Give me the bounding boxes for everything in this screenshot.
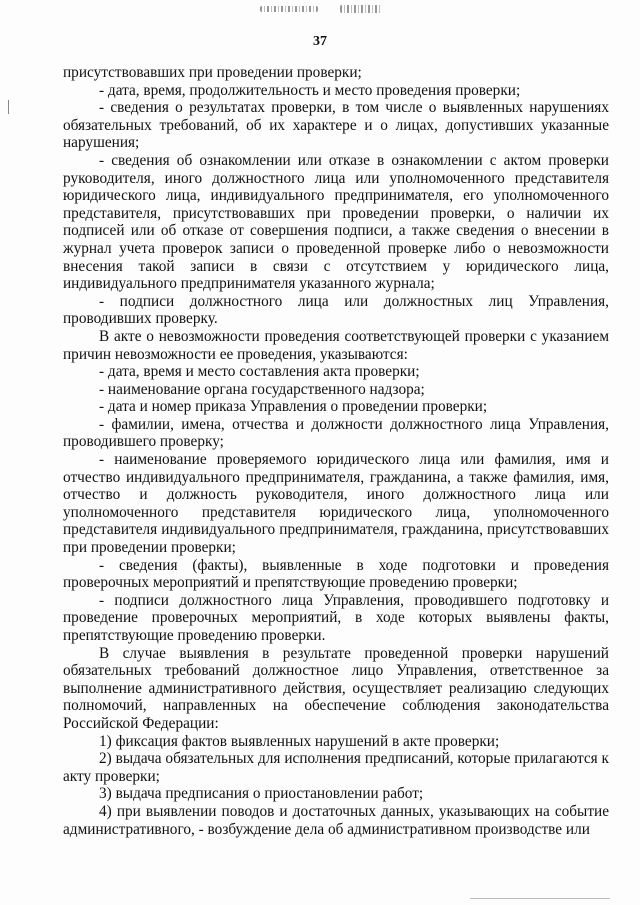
body-text [63, 64, 609, 838]
list-item: - дата, время, продолжительность и место проведения проверки; [99, 81, 521, 99]
list-item: - подписи должностного лица Управления, проводившего подготовку и проведение проверочных мероприятий, в ходе которых выявлены факты, препятствующие проведению проверки. [63, 591, 609, 644]
numbered-item: 4) при выявлении поводов и достаточных данных, указывающих на событие административного, - возбуждение дела об административном производстве или [63, 802, 609, 838]
scan-artifact [470, 898, 610, 899]
list-item: - дата и номер приказа Управления о проведении проверки; [99, 398, 488, 416]
list-item: - наименование органа государственного надзора; [99, 380, 425, 398]
numbered-item: 2) выдача обязательных для исполнения предписаний, которые прилагаются к акту проверки; [63, 750, 609, 785]
list-item: - фамилии, имена, отчества и должности должностного лица Управления, проводившего проверку; [63, 415, 609, 451]
numbered-item: 1) фиксация фактов выявленных нарушений в акте проверки; [99, 732, 500, 750]
paragraph: присутствовавших при проведении проверки; [63, 64, 362, 81]
list-item: - дата, время и место составления акта проверки; [99, 363, 420, 381]
paragraph: В случае выявления в результате проведенной проверки нарушений обязательных требований должностное лицо Управления, ответственное за выполнение административного действия, осуществляет реализацию следующих полномочий, направленных на обеспечение соблюдения законодательства Российской Федерации: [63, 644, 609, 732]
list-item: - сведения о результатах проверки, в том числе о выявленных нарушениях обязательных требований, об их характере и о лицах, допустивших указанные нарушения; [63, 99, 609, 152]
scan-artifact [8, 100, 9, 114]
scan-artifact [340, 5, 382, 13]
list-item: - сведения об ознакомлении или отказе в ознакомлении с актом проверки руководителя, иного должностного лица или уполномоченного представителя юридического лица, индивидуального предпринимателя, его уполномоченного представителя, присутствовавших при проведении проверки, о наличии их подписей или об отказе от совершения подписи, а также сведения о внесении в журнал учета проверок записи о проведенной проверке либо о невозможности внесения такой записи в связи с отсутствием у юридического лица, индивидуального предпринимателя указанного журнала; [63, 151, 609, 293]
scan-artifact [260, 6, 318, 12]
page-number: 37 [313, 34, 327, 49]
paragraph: В акте о невозможности проведения соответствующей проверки с указанием причин невозможности ее проведения, указываются: [63, 327, 609, 363]
list-item: - сведения (факты), выявленные в ходе подготовки и проведения проверочных мероприятий и препятствующие проведению проверки; [63, 556, 609, 592]
list-item: - подписи должностного лица или должностных лиц Управления, проводивших проверку. [63, 292, 609, 328]
list-item: - наименование проверяемого юридического лица или фамилия, имя и отчество индивидуального предпринимателя, гражданина, а также фамилия, имя, отчество и должность руководителя, иного должностного лица или уполномоченного представителя юридического лица, уполномоченного представителя индивидуального предпринимателя, гражданина, присутствовавших при проведении проверки; [63, 451, 609, 557]
numbered-item: 3) выдача предписания о приостановлении работ; [99, 785, 424, 803]
